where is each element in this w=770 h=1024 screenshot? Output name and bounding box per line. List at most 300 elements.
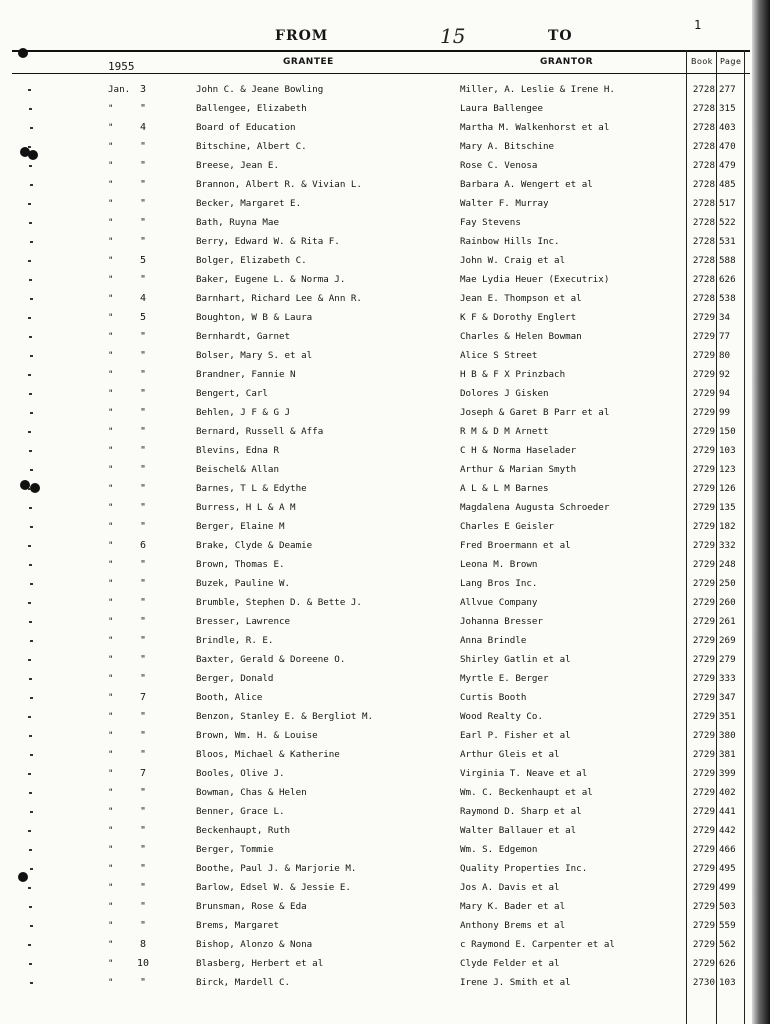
row-grantor: C H & Norma Haselader — [460, 445, 577, 456]
row-month: " — [108, 369, 114, 380]
row-grantor: Fred Broermann et al — [460, 540, 571, 551]
row-day: 7 — [139, 768, 147, 779]
row-page: 626 — [719, 274, 736, 285]
row-page: 531 — [719, 236, 736, 247]
row-grantor: Dolores J Gisken — [460, 388, 549, 399]
margin-tick — [30, 469, 33, 471]
row-book: 2729 — [692, 616, 715, 627]
row-grantee: Bresser, Lawrence — [196, 616, 291, 627]
table-row — [0, 270, 770, 289]
row-grantor: Raymond D. Sharp et al — [460, 806, 582, 817]
row-month: " — [108, 616, 114, 627]
row-grantee: Boughton, W B & Laura — [196, 312, 313, 323]
row-grantee: Brems, Margaret — [196, 920, 279, 931]
row-day: " — [139, 350, 147, 361]
row-grantor: Walter F. Murray — [460, 198, 549, 209]
row-day: " — [139, 901, 147, 912]
row-grantee: Bolger, Elizabeth C. — [196, 255, 307, 266]
table-row — [0, 441, 770, 460]
header-handwritten-number: 15 — [440, 24, 466, 48]
table-row — [0, 916, 770, 935]
row-book: 2729 — [692, 635, 715, 646]
row-month: " — [108, 160, 114, 171]
row-day: " — [139, 521, 147, 532]
row-page: 562 — [719, 939, 736, 950]
row-month: " — [108, 483, 114, 494]
row-book: 2729 — [692, 426, 715, 437]
row-page: 517 — [719, 198, 736, 209]
row-day: 6 — [139, 540, 147, 551]
row-book: 2729 — [692, 692, 715, 703]
margin-tick — [29, 963, 32, 965]
row-grantee: Bitschine, Albert C. — [196, 141, 307, 152]
row-day: 4 — [139, 122, 147, 133]
row-grantor: Magdalena Augusta Schroeder — [460, 502, 610, 513]
row-grantee: Bishop, Alonzo & Nona — [196, 939, 313, 950]
row-grantee: Booles, Olive J. — [196, 768, 285, 779]
row-book: 2729 — [692, 521, 715, 532]
row-grantor: Anthony Brems et al — [460, 920, 566, 931]
table-row — [0, 859, 770, 878]
row-grantee: Bernard, Russell & Affa — [196, 426, 324, 437]
row-book: 2729 — [692, 578, 715, 589]
margin-tick — [30, 412, 33, 414]
row-day: " — [139, 654, 147, 665]
row-month: " — [108, 255, 114, 266]
table-row — [0, 802, 770, 821]
row-book: 2728 — [692, 103, 715, 114]
row-day: " — [139, 616, 147, 627]
table-row — [0, 460, 770, 479]
row-month: " — [108, 540, 114, 551]
row-day: 5 — [139, 255, 147, 266]
row-month: " — [108, 806, 114, 817]
row-grantor: c Raymond E. Carpenter et al — [460, 939, 615, 950]
row-month: " — [108, 730, 114, 741]
row-grantee: Bloos, Michael & Katherine — [196, 749, 340, 760]
row-page: 77 — [719, 331, 731, 342]
row-page: 442 — [719, 825, 736, 836]
row-grantee: Bernhardt, Garnet — [196, 331, 291, 342]
row-page: 277 — [719, 84, 736, 95]
row-grantee: John C. & Jeane Bowling — [196, 84, 324, 95]
row-month: " — [108, 426, 114, 437]
row-grantor: Martha M. Walkenhorst et al — [460, 122, 610, 133]
margin-tick — [28, 830, 31, 832]
row-day: " — [139, 730, 147, 741]
table-row — [0, 574, 770, 593]
row-grantee: Baxter, Gerald & Doreene O. — [196, 654, 346, 665]
margin-tick — [28, 203, 31, 205]
row-month: " — [108, 635, 114, 646]
row-day: 3 — [139, 84, 147, 95]
row-grantee: Becker, Margaret E. — [196, 198, 302, 209]
table-row — [0, 80, 770, 99]
row-grantor: Shirley Gatlin et al — [460, 654, 571, 665]
margin-tick — [29, 279, 32, 281]
row-grantee: Berry, Edward W. & Rita F. — [196, 236, 340, 247]
row-book: 2729 — [692, 559, 715, 570]
row-book: 2729 — [692, 312, 715, 323]
table-row — [0, 346, 770, 365]
table-row — [0, 175, 770, 194]
margin-tick — [28, 773, 31, 775]
row-grantee: Brannon, Albert R. & Vivian L. — [196, 179, 362, 190]
row-page: 559 — [719, 920, 736, 931]
row-page: 402 — [719, 787, 736, 798]
row-day: " — [139, 426, 147, 437]
row-book: 2728 — [692, 236, 715, 247]
row-month: " — [108, 464, 114, 475]
row-grantee: Ballengee, Elizabeth — [196, 103, 307, 114]
row-page: 126 — [719, 483, 736, 494]
table-row — [0, 764, 770, 783]
row-page: 470 — [719, 141, 736, 152]
table-row — [0, 612, 770, 631]
row-grantee: Brumble, Stephen D. & Bette J. — [196, 597, 362, 608]
row-grantor: Lang Bros Inc. — [460, 578, 538, 589]
table-row — [0, 308, 770, 327]
row-month: " — [108, 901, 114, 912]
margin-tick — [30, 754, 33, 756]
row-book: 2729 — [692, 711, 715, 722]
row-page: 538 — [719, 293, 736, 304]
margin-tick — [29, 450, 32, 452]
row-grantee: Bengert, Carl — [196, 388, 268, 399]
row-book: 2729 — [692, 882, 715, 893]
row-grantor: Earl P. Fisher et al — [460, 730, 571, 741]
row-book: 2729 — [692, 597, 715, 608]
table-row — [0, 650, 770, 669]
margin-tick — [28, 944, 31, 946]
row-book: 2729 — [692, 540, 715, 551]
row-page: 441 — [719, 806, 736, 817]
row-book: 2729 — [692, 939, 715, 950]
table-row — [0, 289, 770, 308]
row-month: " — [108, 521, 114, 532]
row-page: 103 — [719, 977, 736, 988]
table-row — [0, 498, 770, 517]
row-book: 2729 — [692, 464, 715, 475]
row-day: " — [139, 635, 147, 646]
row-month: " — [108, 597, 114, 608]
row-month: " — [108, 217, 114, 228]
header-to-label: TO — [548, 28, 573, 44]
margin-tick — [29, 678, 32, 680]
row-page: 479 — [719, 160, 736, 171]
row-month: " — [108, 293, 114, 304]
margin-tick — [30, 526, 33, 528]
row-page: 80 — [719, 350, 731, 361]
row-day: " — [139, 844, 147, 855]
row-month: " — [108, 122, 114, 133]
year-label: 1955 — [108, 60, 135, 73]
row-page: 248 — [719, 559, 736, 570]
row-grantor: Virginia T. Neave et al — [460, 768, 588, 779]
row-month: " — [108, 445, 114, 456]
row-grantor: Mae Lydia Heuer (Executrix) — [460, 274, 610, 285]
row-grantor: Charles & Helen Bowman — [460, 331, 582, 342]
row-book: 2728 — [692, 179, 715, 190]
row-grantor: Wm. S. Edgemon — [460, 844, 538, 855]
row-grantee: Barnes, T L & Edythe — [196, 483, 307, 494]
margin-tick — [29, 621, 32, 623]
row-page: 381 — [719, 749, 736, 760]
row-day: " — [139, 179, 147, 190]
margin-tick — [28, 659, 31, 661]
margin-tick — [30, 925, 33, 927]
margin-tick — [29, 507, 32, 509]
row-month: " — [108, 977, 114, 988]
row-grantor: Rose C. Venosa — [460, 160, 538, 171]
row-grantee: Bowman, Chas & Helen — [196, 787, 307, 798]
row-grantor: Joseph & Garet B Parr et al — [460, 407, 610, 418]
row-page: 588 — [719, 255, 736, 266]
row-page: 103 — [719, 445, 736, 456]
table-row — [0, 403, 770, 422]
row-day: " — [139, 502, 147, 513]
table-row — [0, 707, 770, 726]
row-grantor: Barbara A. Wengert et al — [460, 179, 593, 190]
row-grantee: Brunsman, Rose & Eda — [196, 901, 307, 912]
row-book: 2729 — [692, 825, 715, 836]
margin-tick — [28, 89, 31, 91]
row-page: 403 — [719, 122, 736, 133]
row-grantee: Buzek, Pauline W. — [196, 578, 291, 589]
row-day: 8 — [139, 939, 147, 950]
table-row — [0, 821, 770, 840]
row-grantee: Berger, Tommie — [196, 844, 274, 855]
row-book: 2729 — [692, 369, 715, 380]
row-day: " — [139, 863, 147, 874]
row-grantor: Anna Brindle — [460, 635, 527, 646]
margin-tick — [29, 906, 32, 908]
row-grantor: Leona M. Brown — [460, 559, 538, 570]
table-row — [0, 726, 770, 745]
row-grantee: Barlow, Edsel W. & Jessie E. — [196, 882, 351, 893]
table-row — [0, 251, 770, 270]
row-month: " — [108, 673, 114, 684]
row-grantor: Walter Ballauer et al — [460, 825, 577, 836]
row-grantee: Behlen, J F & G J — [196, 407, 291, 418]
row-grantee: Beischel& Allan — [196, 464, 279, 475]
row-month: " — [108, 103, 114, 114]
row-month: " — [108, 179, 114, 190]
table-row — [0, 384, 770, 403]
row-grantee: Brake, Clyde & Deamie — [196, 540, 313, 551]
table-row — [0, 536, 770, 555]
row-page: 94 — [719, 388, 731, 399]
row-book: 2728 — [692, 293, 715, 304]
row-day: " — [139, 673, 147, 684]
row-day: " — [139, 445, 147, 456]
row-page: 399 — [719, 768, 736, 779]
row-month: " — [108, 407, 114, 418]
row-grantor: K F & Dorothy Englert — [460, 312, 577, 323]
margin-tick — [29, 564, 32, 566]
row-page: 333 — [719, 673, 736, 684]
row-month: " — [108, 312, 114, 323]
margin-tick — [30, 127, 33, 129]
row-grantee: Barnhart, Richard Lee & Ann R. — [196, 293, 362, 304]
table-row — [0, 783, 770, 802]
row-book: 2728 — [692, 274, 715, 285]
row-grantee: Brown, Wm. H. & Louise — [196, 730, 318, 741]
row-month: " — [108, 559, 114, 570]
margin-tick — [29, 222, 32, 224]
row-month: " — [108, 388, 114, 399]
margin-tick — [29, 735, 32, 737]
row-day: " — [139, 198, 147, 209]
row-day: " — [139, 141, 147, 152]
row-month: " — [108, 768, 114, 779]
row-page: 522 — [719, 217, 736, 228]
row-page: 503 — [719, 901, 736, 912]
margin-tick — [30, 811, 33, 813]
row-grantee: Benzon, Stanley E. & Bergliot M. — [196, 711, 374, 722]
row-month: Jan. — [108, 84, 131, 95]
row-book: 2728 — [692, 122, 715, 133]
row-page: 123 — [719, 464, 736, 475]
row-day: " — [139, 977, 147, 988]
row-grantor: Clyde Felder et al — [460, 958, 560, 969]
table-row — [0, 118, 770, 137]
table-row — [0, 669, 770, 688]
row-book: 2728 — [692, 217, 715, 228]
row-month: " — [108, 236, 114, 247]
row-grantee: Benner, Grace L. — [196, 806, 285, 817]
row-month: " — [108, 787, 114, 798]
row-page: 260 — [719, 597, 736, 608]
header-from-label: FROM — [275, 28, 329, 44]
page-number: 1 — [694, 18, 702, 32]
table-row — [0, 232, 770, 251]
grantee-column-header: GRANTEE — [283, 57, 334, 67]
row-book: 2728 — [692, 160, 715, 171]
row-month: " — [108, 825, 114, 836]
row-grantor: Johanna Bresser — [460, 616, 543, 627]
row-page: 495 — [719, 863, 736, 874]
row-month: " — [108, 350, 114, 361]
margin-tick — [30, 298, 33, 300]
margin-tick — [30, 697, 33, 699]
row-day: 4 — [139, 293, 147, 304]
row-day: " — [139, 806, 147, 817]
row-grantor: H B & F X Prinzbach — [460, 369, 566, 380]
margin-tick — [28, 887, 31, 889]
row-grantee: Brindle, R. E. — [196, 635, 274, 646]
row-day: " — [139, 787, 147, 798]
row-book: 2729 — [692, 901, 715, 912]
margin-tick — [28, 374, 31, 376]
row-book: 2729 — [692, 331, 715, 342]
row-page: 261 — [719, 616, 736, 627]
row-day: " — [139, 578, 147, 589]
row-day: " — [139, 920, 147, 931]
row-book: 2729 — [692, 673, 715, 684]
row-month: " — [108, 749, 114, 760]
row-page: 626 — [719, 958, 736, 969]
margin-tick — [28, 716, 31, 718]
row-month: " — [108, 578, 114, 589]
margin-tick — [29, 849, 32, 851]
row-grantor: Arthur Gleis et al — [460, 749, 560, 760]
margin-tick — [29, 108, 32, 110]
row-day: " — [139, 160, 147, 171]
row-day: " — [139, 559, 147, 570]
row-book: 2729 — [692, 483, 715, 494]
margin-tick — [30, 868, 33, 870]
row-month: " — [108, 692, 114, 703]
column-header-rule — [12, 73, 750, 74]
row-grantor: Allvue Company — [460, 597, 538, 608]
row-grantor: Wm. C. Beckenhaupt et al — [460, 787, 593, 798]
table-row — [0, 631, 770, 650]
row-page: 315 — [719, 103, 736, 114]
row-grantee: Breese, Jean E. — [196, 160, 279, 171]
row-day: 10 — [136, 958, 150, 969]
margin-tick — [29, 792, 32, 794]
row-month: " — [108, 844, 114, 855]
row-day: " — [139, 217, 147, 228]
row-grantor: Jos A. Davis et al — [460, 882, 560, 893]
row-day: " — [139, 711, 147, 722]
row-grantor: Jean E. Thompson et al — [460, 293, 582, 304]
row-day: " — [139, 388, 147, 399]
row-day: " — [139, 331, 147, 342]
row-grantee: Berger, Donald — [196, 673, 274, 684]
row-grantor: Irene J. Smith et al — [460, 977, 571, 988]
margin-tick — [28, 146, 31, 148]
row-grantee: Bolser, Mary S. et al — [196, 350, 313, 361]
table-row — [0, 517, 770, 536]
row-book: 2730 — [692, 977, 715, 988]
row-grantor: Rainbow Hills Inc. — [460, 236, 560, 247]
row-grantee: Blasberg, Herbert et al — [196, 958, 324, 969]
table-row — [0, 156, 770, 175]
row-grantor: Curtis Booth — [460, 692, 527, 703]
row-day: 5 — [139, 312, 147, 323]
margin-tick — [30, 241, 33, 243]
row-grantee: Brown, Thomas E. — [196, 559, 285, 570]
margin-tick — [30, 583, 33, 585]
row-book: 2728 — [692, 141, 715, 152]
row-page: 466 — [719, 844, 736, 855]
row-grantor: Laura Ballengee — [460, 103, 543, 114]
table-row — [0, 954, 770, 973]
row-book: 2729 — [692, 787, 715, 798]
row-book: 2729 — [692, 749, 715, 760]
table-row — [0, 479, 770, 498]
row-day: " — [139, 407, 147, 418]
row-grantee: Birck, Mardell C. — [196, 977, 291, 988]
row-page: 380 — [719, 730, 736, 741]
row-grantor: Arthur & Marian Smyth — [460, 464, 577, 475]
row-page: 182 — [719, 521, 736, 532]
row-page: 99 — [719, 407, 731, 418]
row-grantor: Wood Realty Co. — [460, 711, 543, 722]
row-grantor: Myrtle E. Berger — [460, 673, 549, 684]
table-row — [0, 99, 770, 118]
table-row — [0, 745, 770, 764]
row-grantee: Booth, Alice — [196, 692, 263, 703]
margin-tick — [30, 982, 33, 984]
margin-tick — [28, 431, 31, 433]
row-page: 332 — [719, 540, 736, 551]
row-month: " — [108, 331, 114, 342]
margin-tick — [29, 165, 32, 167]
row-book: 2729 — [692, 806, 715, 817]
